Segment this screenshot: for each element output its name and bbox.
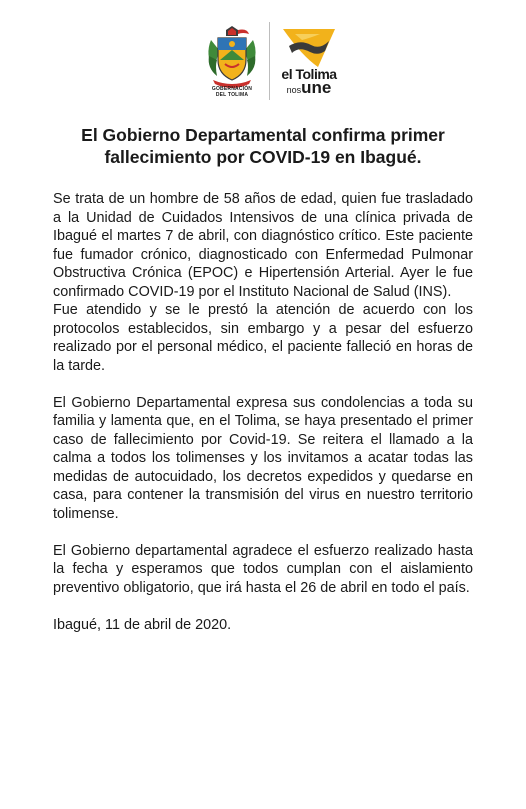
el-tolima-nos-une-logo-mark bbox=[280, 26, 338, 70]
slogan-line2 bbox=[269, 78, 349, 97]
paragraph: Fue atendido y se le prestó la atención de acuerdo con los protocolos establecidos, sin embargo y a pesar del esfuerzo realizado por el personal médico, el paciente falleció en horas de la tarde. bbox=[53, 302, 473, 374]
slogan-une: une bbox=[301, 78, 332, 97]
header bbox=[0, 14, 526, 100]
crest-caption bbox=[196, 86, 268, 98]
paragraph: El Gobierno Departamental expresa sus condolencias a toda su familia y lamenta que, en el Tolima, se haya presentado el primer caso de fallecimiento por Covid-19. Se reitera el llamado a la calma a todos los tolimenses y los invitamos a acatar todas las medidas de autocuidado, los decretos expedidos y quedarse en casa, para contener la transmisión del virus en nuestro territorio tolimense. bbox=[53, 394, 473, 522]
slogan-nos: nos bbox=[286, 85, 302, 95]
paragraph-gap bbox=[53, 597, 473, 616]
paragraph: El Gobierno departamental agradece el esfuerzo realizado hasta la fecha y esperamos que todos cumplan con el aislamiento preventivo obligatorio, que irá hasta el 26 de abril en todo el país. bbox=[53, 542, 473, 596]
crest-caption-line1: GOBERNACIÓN bbox=[211, 86, 253, 92]
document-title: El Gobierno Departamental confirma primer fallecimiento por COVID-19 en Ibagué. bbox=[81, 125, 445, 167]
crest-caption-line2: DEL TOLIMA bbox=[215, 92, 249, 98]
date-line: Ibagué, 11 de abril de 2020. bbox=[53, 616, 232, 633]
document-body bbox=[53, 190, 473, 634]
slogan bbox=[269, 68, 349, 97]
paragraph: Se trata de un hombre de 58 años de edad, quien fue trasladado a la Unidad de Cuidados Intensivos de una clínica privada de Ibagué el martes 7 de abril, con diagnóstico crítico. Este paciente fue fumador crónico, diagnosticado con Enfermedad Pulmonar Obstructiva Crónica (EPOC) e Hipertensión Arterial. Ayer le fue confirmado COVID-19 por el Instituto Nacional de Salud (INS). bbox=[53, 191, 473, 300]
paragraph-gap bbox=[53, 375, 473, 394]
coat-of-arms-logo bbox=[203, 26, 261, 88]
paragraph-gap bbox=[53, 523, 473, 542]
slogan-line1: el Tolima bbox=[281, 66, 337, 82]
